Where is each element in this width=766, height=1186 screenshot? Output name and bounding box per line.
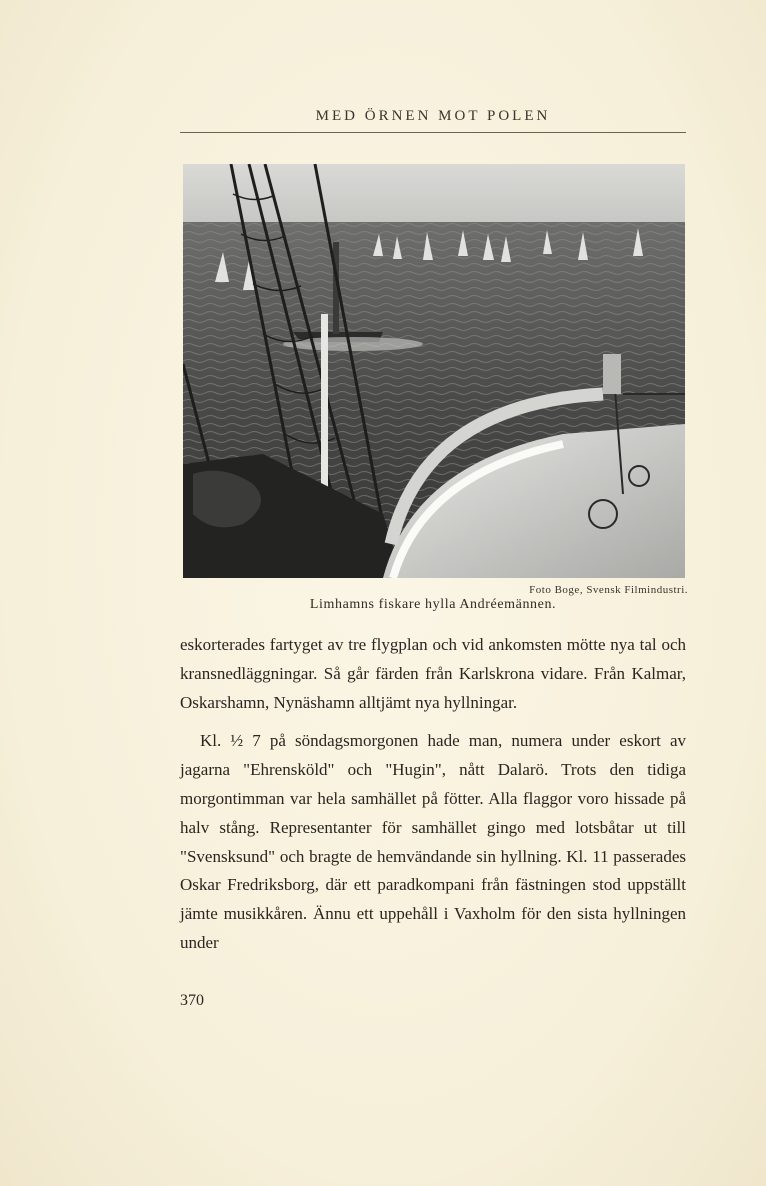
photo-credit: Foto Boge, Svensk Filmindustri.: [529, 584, 688, 596]
photo-caption: Limhamns fiskare hylla Andréemännen.: [309, 597, 557, 612]
paragraph-2: Kl. ½ 7 på söndagsmorgonen hade man, numera under eskort av jagarna "Ehrensköld" och "Hugin", nått Dalarö. Trots den tidiga morgontimman var hela samhället på fötter. Alla flaggor voro hissade på halv stång. Representanter för samhället gingo med lotsbåtar ut till "Svensksund" och bragte de hemvändande sin hyllning. Kl. 11 passerades Oskar Fredriksborg, där ett paradkompani från fästningen stod uppställt jämte musikkåren. Ännu ett uppehåll i Vaxholm för den sista hyllningen under: [180, 731, 686, 952]
running-head: MED ÖRNEN MOT POLEN: [315, 108, 551, 124]
body-text: [180, 631, 686, 958]
page-number: 370: [180, 992, 204, 1009]
paragraph-1: eskorterades fartyget av tre flygplan och vid ankomsten mötte nya tal och kransnedläggningar. Så går färden från Karlskrona vidare. Från Kalmar, Oskarshamn, Nynäshamn alltjämt nya hyllningar.: [180, 635, 686, 712]
header-rule: [180, 132, 686, 133]
photograph-fishing-boats: [183, 164, 685, 578]
